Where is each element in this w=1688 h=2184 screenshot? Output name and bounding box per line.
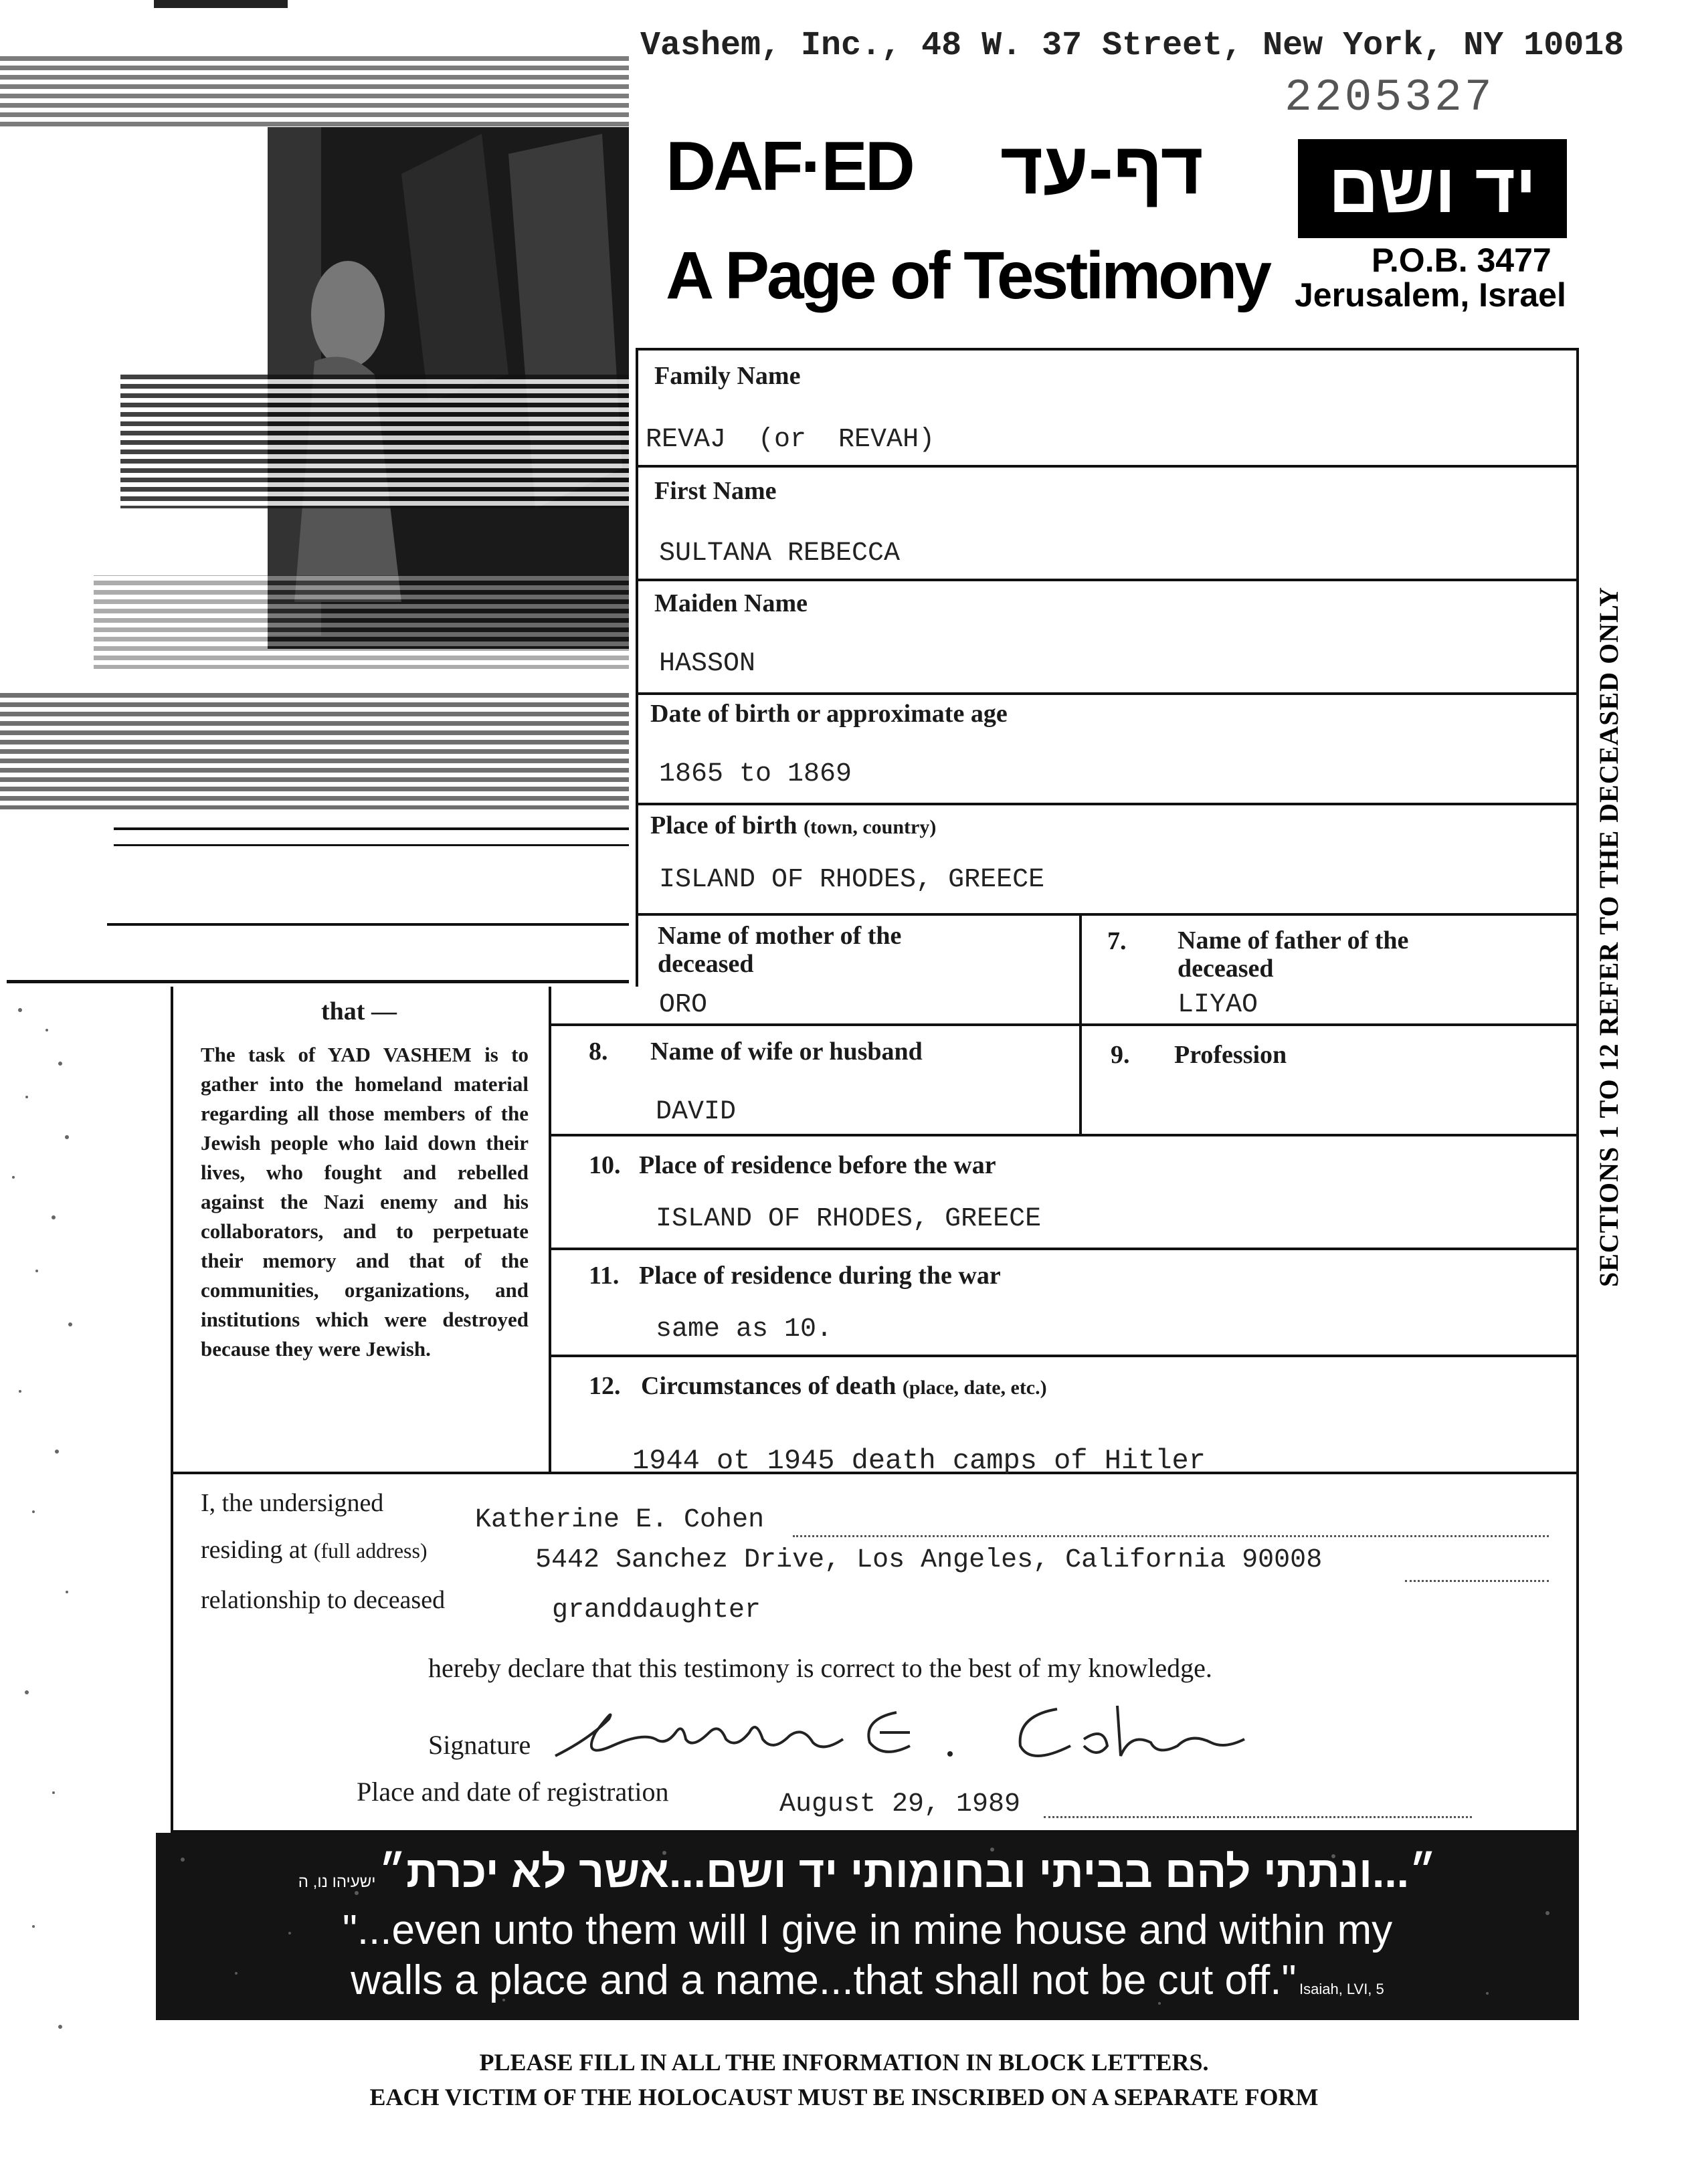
maiden-name-value: HASSON	[659, 649, 756, 679]
divider	[636, 579, 1579, 581]
spouse-value: DAVID	[656, 1097, 737, 1127]
banner-hebrew-ref: ישעיהו נו, ה	[298, 1873, 376, 1891]
death-label-text: Circumstances of death	[641, 1372, 897, 1400]
profession-number: 9.	[1111, 1041, 1130, 1069]
first-name-value: SULTANA REBECCA	[659, 538, 901, 569]
pob: P.O.B. 3477	[1372, 241, 1552, 279]
column-divider	[1079, 913, 1082, 1134]
footer-line2: EACH VICTIM OF THE HOLOCAUST MUST BE INSCRIBED ON A SEPARATE FORM	[369, 2084, 1319, 2110]
banner-hebrew-text: ״...ונתתי להם בביתי ובחומותי יד ושם...אשר לא יכרת״	[378, 1847, 1437, 1896]
birth-date-value: 1865 to 1869	[659, 759, 852, 789]
residing-label	[201, 1535, 428, 1565]
yad-vashem-logo	[1298, 139, 1567, 238]
scan-noise	[0, 990, 87, 2127]
birth-date-label: Date of birth or approximate age	[650, 700, 1008, 728]
relationship-value: granddaughter	[552, 1595, 761, 1625]
residing-value: 5442 Sanchez Drive, Los Angeles, California 90008	[535, 1545, 1323, 1575]
banner-hebrew	[156, 1846, 1579, 1897]
death-number: 12.	[589, 1372, 621, 1400]
footer-line1: PLEASE FILL IN ALL THE INFORMATION IN BLOCK LETTERS.	[479, 2049, 1209, 2076]
undersigned-dots	[793, 1535, 1549, 1537]
banner-ref: Isaiah, LVI, 5	[1299, 1981, 1384, 1997]
form-right-rule	[1576, 348, 1579, 1833]
father-number: 7.	[1107, 927, 1127, 955]
stamp-number: 2205327	[1285, 72, 1495, 124]
death-value: 1944 ot 1945 death camps of Hitler	[632, 1445, 1206, 1477]
family-name-label: Family Name	[654, 362, 801, 390]
divider	[549, 1023, 1579, 1026]
undersigned-value: Katherine E. Cohen	[475, 1505, 765, 1535]
residing-label-text: residing at	[201, 1536, 308, 1564]
city: Jerusalem, Israel	[1295, 276, 1566, 314]
divider	[636, 465, 1579, 468]
mother-label: Name of mother of the deceased	[658, 922, 902, 978]
side-vertical-text: SECTIONS 1 TO 12 REFER TO THE DECEASED ONLY	[1594, 586, 1624, 1287]
header-address: Vashem, Inc., 48 W. 37 Street, New York, NY 10018	[640, 27, 1624, 65]
residing-label-small: (full address)	[313, 1538, 428, 1563]
divider	[636, 692, 1579, 695]
form-top-rule	[636, 348, 1579, 351]
banner-line2-text: walls a place and a name...that shall not be cut off."	[351, 1957, 1297, 2003]
birth-place-label-text: Place of birth	[650, 811, 798, 839]
family-name-value: REVAJ (or REVAH)	[646, 425, 935, 455]
registration-label: Place and date of registration	[357, 1777, 669, 1807]
registration-value: August 29, 1989	[779, 1789, 1021, 1819]
birth-place-value: ISLAND OF RHODES, GREECE	[659, 865, 1045, 895]
spouse-label: Name of wife or husband	[650, 1037, 923, 1066]
birth-place-label	[650, 811, 936, 840]
residence-before-label: Place of residence before the war	[639, 1151, 996, 1179]
page-title: A Page of Testimony	[666, 238, 1269, 313]
memorial-photo	[0, 0, 632, 987]
form-left-rule-upper	[636, 348, 638, 987]
divider	[636, 913, 1579, 916]
quote-banner	[156, 1833, 1579, 2020]
residence-during-value: same as 10.	[656, 1314, 833, 1345]
logo-hebrew: יד ושם	[1328, 149, 1537, 227]
maiden-name-label: Maiden Name	[654, 589, 808, 617]
column-divider	[549, 987, 551, 1472]
sidebar-that: that —	[321, 997, 397, 1025]
death-label	[641, 1371, 1047, 1401]
divider	[549, 1248, 1579, 1250]
dafed-hebrew: דף-עד	[1000, 127, 1204, 209]
side-vertical-note	[1582, 569, 1636, 1304]
banner-line2	[156, 1957, 1579, 2004]
undersigned-label: I, the undersigned	[201, 1489, 384, 1517]
divider	[636, 803, 1579, 805]
registration-dots	[1044, 1816, 1472, 1818]
birth-place-label-small: (town, country)	[804, 816, 937, 838]
relationship-label: relationship to deceased	[201, 1586, 446, 1614]
dafed-title: DAF·ED	[666, 128, 913, 205]
signature-label: Signature	[428, 1730, 531, 1760]
residence-during-label: Place of residence during the war	[639, 1262, 1001, 1290]
hereby-text: hereby declare that this testimony is correct to the best of my knowledge.	[428, 1653, 1212, 1683]
first-name-label: First Name	[654, 477, 777, 505]
father-value: LIYAO	[1178, 990, 1258, 1020]
residence-during-number: 11.	[589, 1262, 620, 1290]
residence-before-value: ISLAND OF RHODES, GREECE	[656, 1204, 1042, 1234]
death-label-small: (place, date, etc.)	[902, 1377, 1047, 1399]
residing-dots	[1405, 1580, 1549, 1582]
divider	[549, 1355, 1579, 1357]
divider	[549, 1134, 1579, 1136]
father-label: Name of father of the deceased	[1178, 926, 1409, 983]
sidebar-text: The task of YAD VASHEM is to gather into the homeland material regarding all those members of the Jewish people who laid down their lives, who fought and rebelled against the Nazi enemy and his collaborators, and to perpetuate their memory and that of the communities, organizations, and institutions which were destroyed because they were Jewish.	[201, 1043, 529, 1361]
banner-line1: "...even unto them will I give in mine house and within my	[342, 1907, 1393, 1953]
spouse-number: 8.	[589, 1037, 608, 1066]
signature	[549, 1692, 1251, 1773]
form-left-rule-lower	[171, 987, 173, 1833]
mother-value: ORO	[659, 990, 708, 1020]
profession-label: Profession	[1174, 1041, 1287, 1069]
residence-before-number: 10.	[589, 1151, 621, 1179]
